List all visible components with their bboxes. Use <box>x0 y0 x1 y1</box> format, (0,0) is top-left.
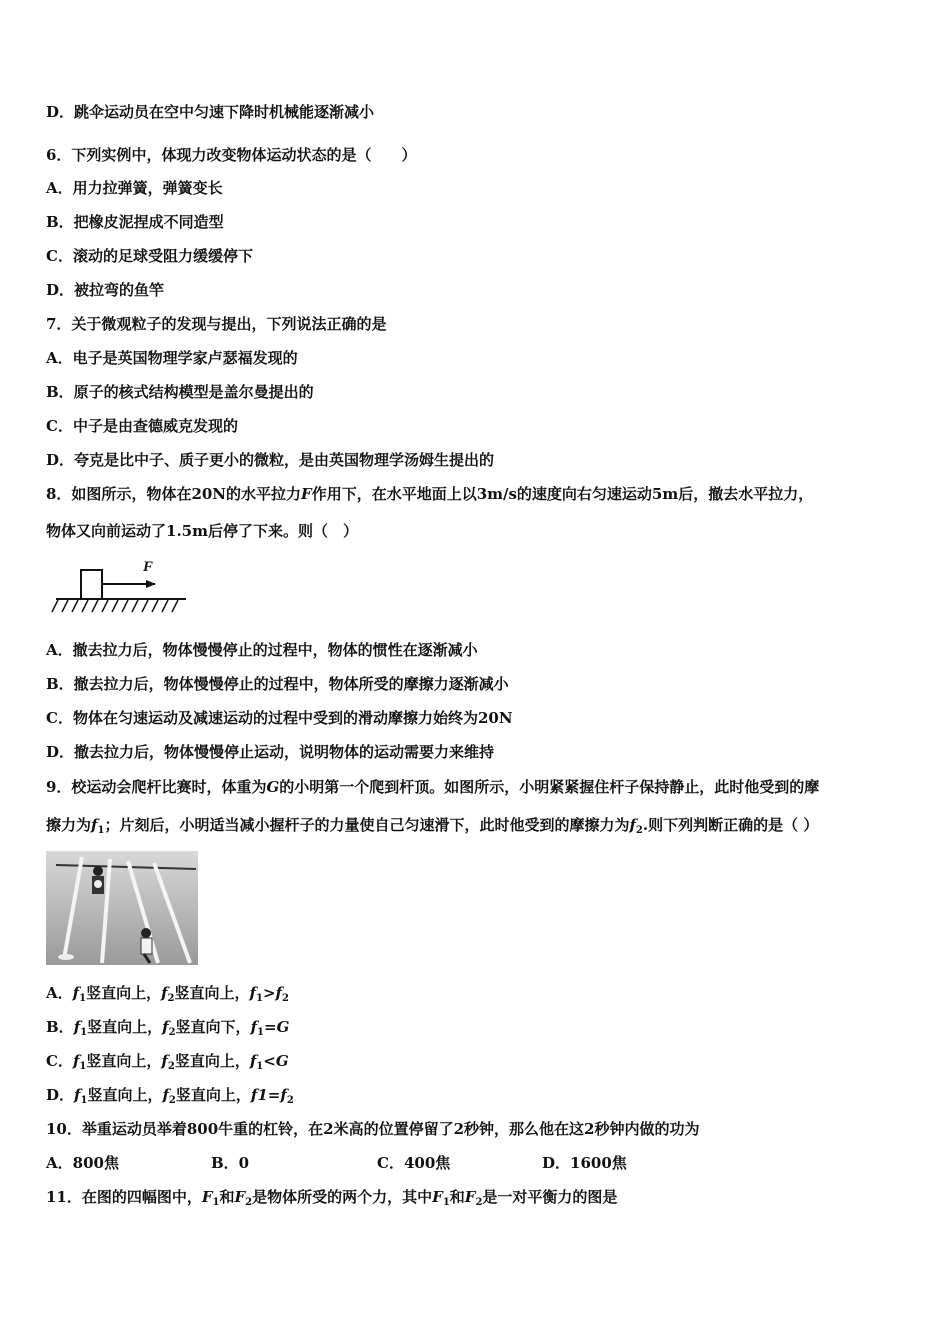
q6-option-d: D．被拉弯的鱼竿 <box>46 281 165 299</box>
q6-stem: 6．下列实例中，体现力改变物体运动状态的是（ ） <box>46 146 417 164</box>
q9-figure-pole-climbing-photo <box>46 851 198 965</box>
q10-stem: 10．举重运动员举着800牛重的杠铃，在2米高的位置停留了2秒钟，那么他在这2秒钟内做的功为 <box>46 1120 700 1138</box>
q6-option-b: B．把橡皮泥捏成不同造型 <box>46 213 224 231</box>
force-label-f: F <box>143 559 154 575</box>
q5-option-d: D．跳伞运动员在空中匀速下降时机械能逐渐减小 <box>46 103 375 121</box>
q9-stem-line1: 9．校运动会爬杆比赛时，体重为G的小明第一个爬到杆顶。如图所示，小明紧紧握住杆子保持静止，此时他受到的摩 <box>46 778 820 796</box>
q8-option-d: D．撤去拉力后，物体慢慢停止运动，说明物体的运动需要力来维持 <box>46 743 495 761</box>
q8-figure-block-force <box>46 556 191 618</box>
q11-stem: 11．在图的四幅图中，$F_1$和$F_2$是物体所受的两个力，其中$F_1$和$F_2$是一对平衡力的图是 <box>46 1188 618 1208</box>
q6-option-a: A．用力拉弹簧，弹簧变长 <box>46 179 223 197</box>
pole-base <box>58 954 74 960</box>
q7-option-c: C．中子是由查德威克发现的 <box>46 417 238 435</box>
force-arrow-head <box>146 580 156 588</box>
block-shape <box>81 570 102 599</box>
q10-option-b: B．0 <box>211 1154 250 1172</box>
q10-option-d: D．1600焦 <box>542 1154 627 1172</box>
q9-option-c: C．$f_1$竖直向上，$f_2$竖直向上，$f_1<G$ <box>46 1052 289 1072</box>
q8-option-a: A．撤去拉力后，物体慢慢停止的过程中，物体的惯性在逐渐减小 <box>46 641 478 659</box>
q10-option-a: A．800焦 <box>46 1154 119 1172</box>
q9-option-a: A．$f_1$竖直向上，$f_2$竖直向上，$f_1>f_2$ <box>46 984 289 1004</box>
q9-stem-line2: 擦力为$f_1$；片刻后，小明适当减小握杆子的力量使自己匀速滑下，此时他受到的摩擦力为$f_2$.则下列判断正确的是（ ） <box>46 816 819 836</box>
q8-stem-line2: 物体又向前运动了1.5m后停了下来。则（ ） <box>46 522 358 540</box>
q8-option-c: C．物体在匀速运动及减速运动的过程中受到的滑动摩擦力始终为20N <box>46 709 513 727</box>
q7-option-d: D．夸克是比中子、质子更小的微粒，是由英国物理学汤姆生提出的 <box>46 451 495 469</box>
q8-option-b: B．撤去拉力后，物体慢慢停止的过程中，物体所受的摩擦力逐渐减小 <box>46 675 509 693</box>
q9-option-b: B．$f_1$竖直向上，$f_2$竖直向下，$f_1=G$ <box>46 1018 290 1038</box>
q10-option-c: C．400焦 <box>377 1154 451 1172</box>
q7-stem: 7．关于微观粒子的发现与提出，下列说法正确的是 <box>46 315 387 333</box>
q6-option-c: C．滚动的足球受阻力缓缓停下 <box>46 247 253 265</box>
climber-top <box>92 866 104 894</box>
ground-hatching <box>52 600 178 612</box>
q7-option-a: A．电子是英国物理学家卢瑟福发现的 <box>46 349 298 367</box>
q8-stem-line1: 8．如图所示，物体在20N的水平拉力F作用下，在水平地面上以3m/s的速度向右匀速运动5m后，撤去水平拉力， <box>46 485 814 503</box>
q7-option-b: B．原子的核式结构模型是盖尔曼提出的 <box>46 383 314 401</box>
q9-option-d: D．$f_1$竖直向上，$f_2$竖直向上，$f1=f_2$ <box>46 1086 294 1106</box>
